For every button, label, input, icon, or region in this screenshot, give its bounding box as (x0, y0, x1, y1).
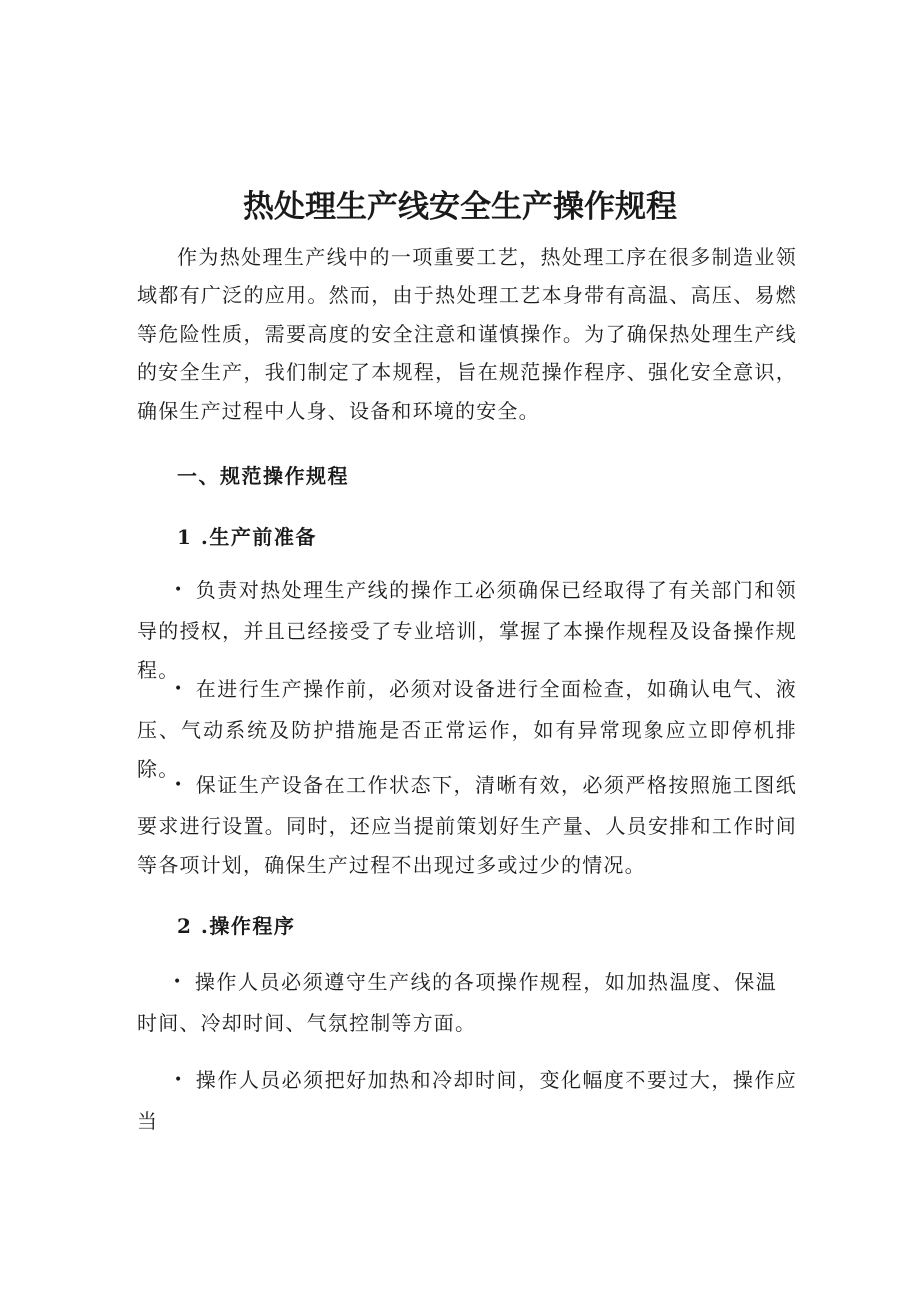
bullet-text: 负责对热处理生产线的操作工必须确保已经取得了有关部门和领导的授权，并且已经接受了专业培训，掌握了本操作规程及设备操作规程。 (137, 578, 797, 682)
subsection-heading-preparation: 1 .生产前准备 (177, 525, 317, 549)
bullet-icon: • (174, 582, 184, 598)
bullet-icon: • (174, 777, 184, 793)
document-title: 热处理生产线安全生产操作规程 (243, 189, 677, 225)
bullet-icon: • (173, 974, 183, 990)
bullet-item (137, 766, 797, 884)
section-heading: 一、规范操作规程 (177, 464, 349, 488)
subsection-heading-procedure: 2 .操作程序 (177, 914, 296, 938)
bullet-text: 操作人员必须遵守生产线的各项操作规程，如加热温度、保温时间、冷却时间、气氛控制等方面。 (137, 970, 777, 1036)
bullet-text: 在进行生产操作前，必须对设备进行全面检查，如确认电气、液压、气动系统及防护措施是否正常运作，如有异常现象应立即停机排除。 (137, 677, 797, 781)
intro-paragraph: 作为热处理生产线中的一项重要工艺，热处理工序在很多制造业领域都有广泛的应用。然而，由于热处理工艺本身带有高温、高压、易燃等危险性质，需要高度的安全注意和谨慎操作。为了确保热处理生产线的安全生产，我们制定了本规程，旨在规范操作程序、强化安全意识，确保生产过程中人身、设备和环境的安全。 (137, 245, 797, 423)
bullet-icon: • (174, 1072, 184, 1088)
bullet-text: 保证生产设备在工作状态下，清晰有效，必须严格按照施工图纸要求进行设置。同时，还应当提前策划好生产量、人员安排和工作时间等各项计划，确保生产过程不出现过多或过少的情况。 (137, 773, 797, 877)
bullet-icon: • (174, 681, 184, 697)
bullet-item (137, 963, 777, 1043)
bullet-item (137, 1061, 797, 1141)
bullet-text: 操作人员必须把好加热和冷却时间，变化幅度不要过大，操作应当 (137, 1068, 797, 1134)
